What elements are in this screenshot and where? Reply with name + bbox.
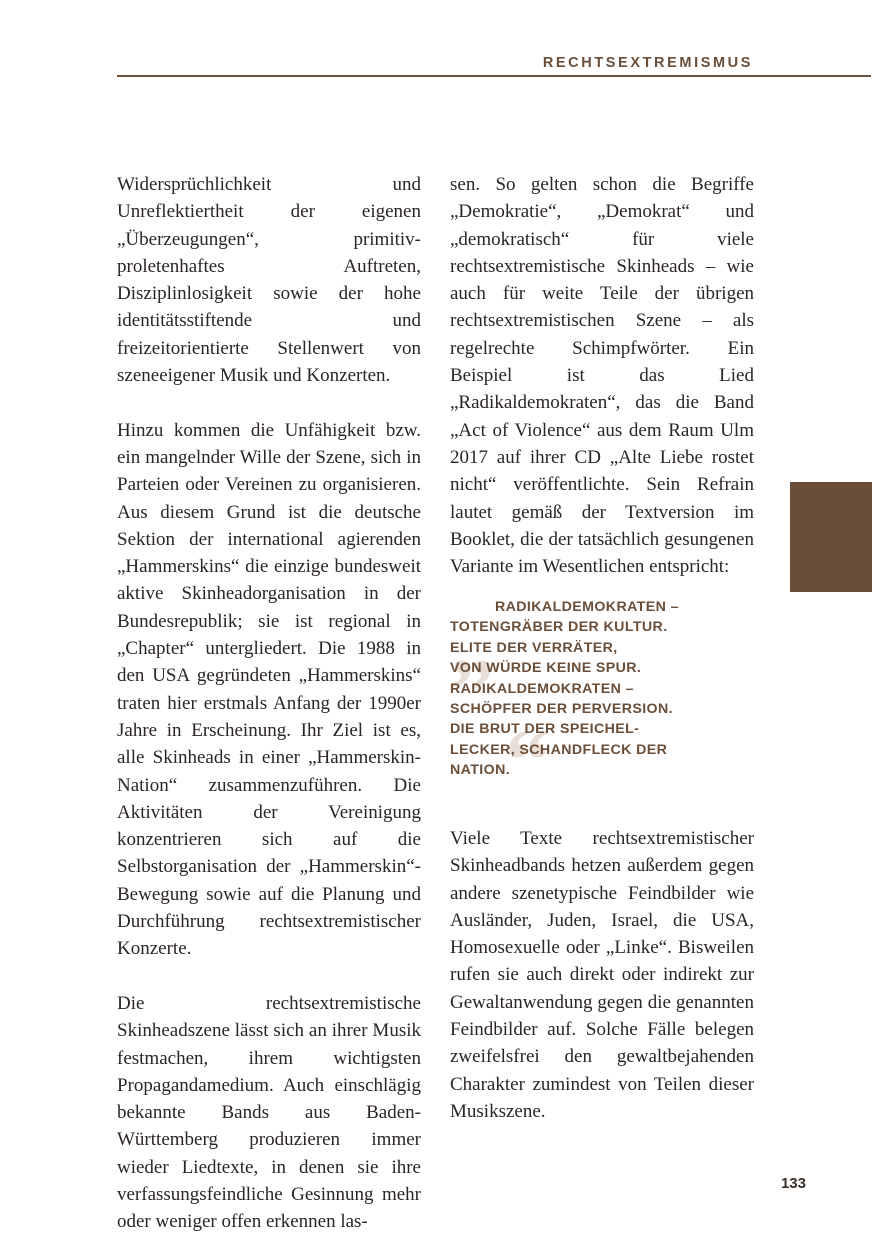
- quote-line: VON WÜRDE KEINE SPUR.: [450, 660, 642, 677]
- quote-line: SCHÖPFER DER PERVERSION.: [450, 701, 673, 718]
- chapter-side-tab: [790, 482, 872, 592]
- right-column: [450, 171, 754, 580]
- body-paragraph: Viele Texte rechtsextremistischer Skinheadbands hetzen außerdem gegen andere szenetypische Feindbilder wie Ausländer, Juden, Israel, die USA, Homosexuelle oder „Linke“. Bisweilen rufen sie auch direkt oder indirekt zur Gewaltanwendung gegen die genannten Feindbilder auf. Solche Fälle belegen zweifelsfrei den gewaltbejahenden Charakter zumindest von Teilen dieser Musikszene.: [450, 828, 754, 1122]
- left-column: [117, 171, 421, 1236]
- quote-line: NATION.: [450, 762, 511, 779]
- body-paragraph: sen. So gelten schon die Begriffe „Demokratie“, „Demokrat“ und „demokratisch“ für viele rechtsextremistische Skinheads – wie auch für weite Teile der übrigen rechtsextremistischen Szene – als regelrechte Schimpfwörter. Ein Beispiel ist das Lied „Radikaldemokraten“, das die Band „Act of Violence“ aus dem Raum Ulm 2017 auf ihrer CD „Alte Liebe rostet nicht“ veröffentlichte. Sein Refrain lautet gemäß der Textversion im Booklet, die der tatsächlich gesungenen Variante im Wesentlichen entspricht:: [450, 174, 754, 578]
- section-title: RECHTSEXTREMISMUS: [542, 55, 753, 71]
- body-paragraph: Widersprüchlichkeit und Unreflektiertheit der eigenen „Überzeugungen“, primitiv-proletenhaftes Auftreten, Disziplinlosigkeit sowie der hohe identitätsstiftende und freizeitorientierte Stellenwert von szeneeigener Musik und Konzerten.: [117, 174, 421, 387]
- quote-line: RADIKALDEMOKRATEN –: [495, 599, 679, 615]
- page-number: 133: [780, 1175, 806, 1192]
- quote-line: TOTENGRÄBER DER KULTUR.: [450, 619, 668, 636]
- header-divider: [117, 75, 871, 77]
- body-paragraph: Hinzu kommen die Unfähigkeit bzw. ein mangelnder Wille der Szene, sich in Parteien oder Vereinen zu organisieren. Aus diesem Grund ist die deutsche Sektion der international agierenden „Hammerskins“ die einzige bundesweit aktive Skinheadorganisation in der Bundesrepublik; sie ist regional in „Chapter“ untergliedert. Die 1988 in den USA gegründeten „Hammerskins“ traten hier erstmals Anfang der 1990er Jahre in Erscheinung. Ihr Ziel ist es, alle Skinheads in einer „Hammerskin-Nation“ zusammenzuführen. Die Aktivitäten der Vereinigung konzentrieren sich auf die Selbstorganisation der „Hammerskin“-Bewegung sowie auf die Planung und Durchführung rechtsextremistischer Konzerte.: [117, 419, 421, 960]
- quote-line: ELITE DER VERRÄTER,: [450, 639, 618, 656]
- right-column-lower: [450, 825, 754, 1125]
- body-paragraph: Die rechtsextremistische Skinheadszene lässt sich an ihrer Musik festmachen, ihrem wichtigsten Propagandamedium. Auch einschlägig bekannte Bands aus Baden-Württemberg produzieren immer wieder Liedtexte, in denen sie ihre verfassungsfeindliche Gesinnung mehr oder weniger offen erkennen las-: [117, 992, 421, 1233]
- song-refrain-quote: [450, 597, 750, 781]
- quote-line: RADIKALDEMOKRATEN –: [450, 680, 634, 697]
- quote-line: DIE BRUT DER SPEICHEL-: [450, 721, 640, 738]
- quote-line: LECKER, SCHANDFLECK DER: [450, 741, 668, 758]
- open-quote-mark-icon: „: [450, 595, 495, 694]
- close-quote-mark-icon: “: [505, 711, 550, 810]
